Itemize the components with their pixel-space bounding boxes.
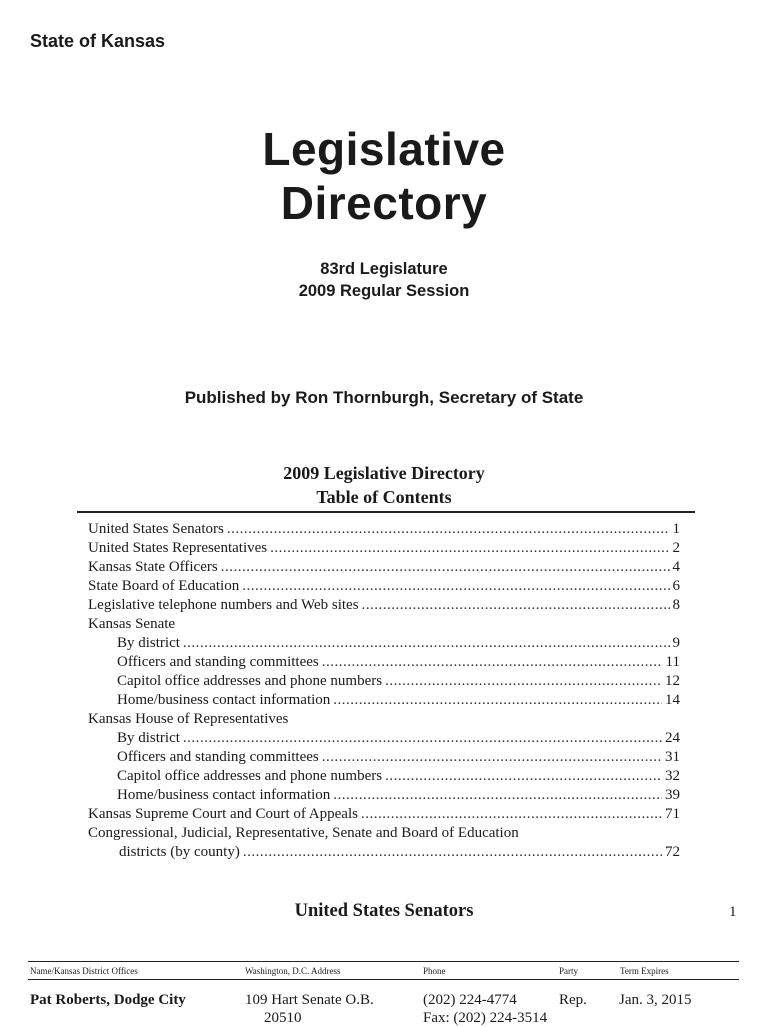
toc-title-line-1: 2009 Legislative Directory [283, 463, 485, 483]
toc-entry-board-of-education[interactable]: State Board of Education ..... 6 [88, 577, 680, 596]
session-year: 2009 Regular Session [298, 282, 470, 300]
senator-address-zip: 20510 [264, 1010, 302, 1026]
toc-entry-senate-home-contact[interactable]: Home/business contact information ..... 14 [88, 691, 680, 710]
us-senators-heading: United States Senators [294, 901, 474, 921]
toc-entry-senate-capitol-offices[interactable]: Capitol office addresses and phone numbers ..... 12 [88, 672, 680, 691]
session-info [0, 258, 768, 302]
publisher-line: Published by Ron Thornburgh, Secretary of State [184, 388, 584, 407]
toc-entry-telephone-web[interactable]: Legislative telephone numbers and Web sites ..... 8 [88, 596, 680, 615]
senator-fax: Fax: (202) 224-3514 [423, 1010, 548, 1026]
toc-entry-us-representatives[interactable]: United States Representatives ..... 2 [88, 539, 680, 558]
column-header-name: Name/Kansas District Offices [30, 966, 138, 976]
document-title [0, 122, 768, 230]
column-header-party: Party [559, 966, 578, 976]
toc-list [88, 520, 680, 862]
senator-term: Jan. 3, 2015 [619, 992, 692, 1008]
column-header-term: Term Expires [620, 966, 669, 976]
title-line-1: Legislative [262, 123, 506, 175]
column-header-address: Washington, D.C. Address [245, 966, 341, 976]
table-header-rule [28, 979, 739, 980]
toc-section-kansas-house: Kansas House of Representatives [88, 711, 289, 727]
table-top-rule [28, 961, 739, 962]
senator-phone: (202) 224-4774 [423, 992, 517, 1008]
toc-title [0, 461, 768, 509]
toc-title-line-2: Table of Contents [316, 487, 452, 507]
toc-entry-senate-by-district[interactable]: By district ..... 9 [88, 634, 680, 653]
senator-address: 109 Hart Senate O.B. [245, 992, 374, 1008]
toc-divider [77, 511, 695, 513]
toc-entry-house-officers[interactable]: Officers and standing committees ..... 31 [88, 748, 680, 767]
page-number: 1 [729, 904, 737, 920]
toc-entry-districts-by-county-cont[interactable]: districts (by county) ..... 72 [88, 843, 680, 862]
state-name: State of Kansas [30, 31, 166, 51]
toc-entry-house-home-contact[interactable]: Home/business contact information ..... 39 [88, 786, 680, 805]
senator-name: Pat Roberts, Dodge City [30, 992, 186, 1008]
toc-entry-supreme-court[interactable]: Kansas Supreme Court and Court of Appeals ..... 71 [88, 805, 680, 824]
toc-entry-house-capitol-offices[interactable]: Capitol office addresses and phone numbers ..... 32 [88, 767, 680, 786]
column-header-phone: Phone [423, 966, 446, 976]
toc-entry-us-senators[interactable]: United States Senators ..... 1 [88, 520, 680, 539]
toc-entry-districts-by-county: Congressional, Judicial, Representative, Senate and Board of Education [88, 825, 519, 841]
senator-party: Rep. [559, 992, 587, 1008]
toc-entry-state-officers[interactable]: Kansas State Officers ..... 4 [88, 558, 680, 577]
title-line-2: Directory [280, 177, 488, 229]
toc-entry-senate-officers[interactable]: Officers and standing committees ..... 11 [88, 653, 680, 672]
toc-entry-house-by-district[interactable]: By district ..... 24 [88, 729, 680, 748]
toc-section-kansas-senate: Kansas Senate [88, 616, 176, 632]
legislature-number: 83rd Legislature [320, 260, 448, 278]
